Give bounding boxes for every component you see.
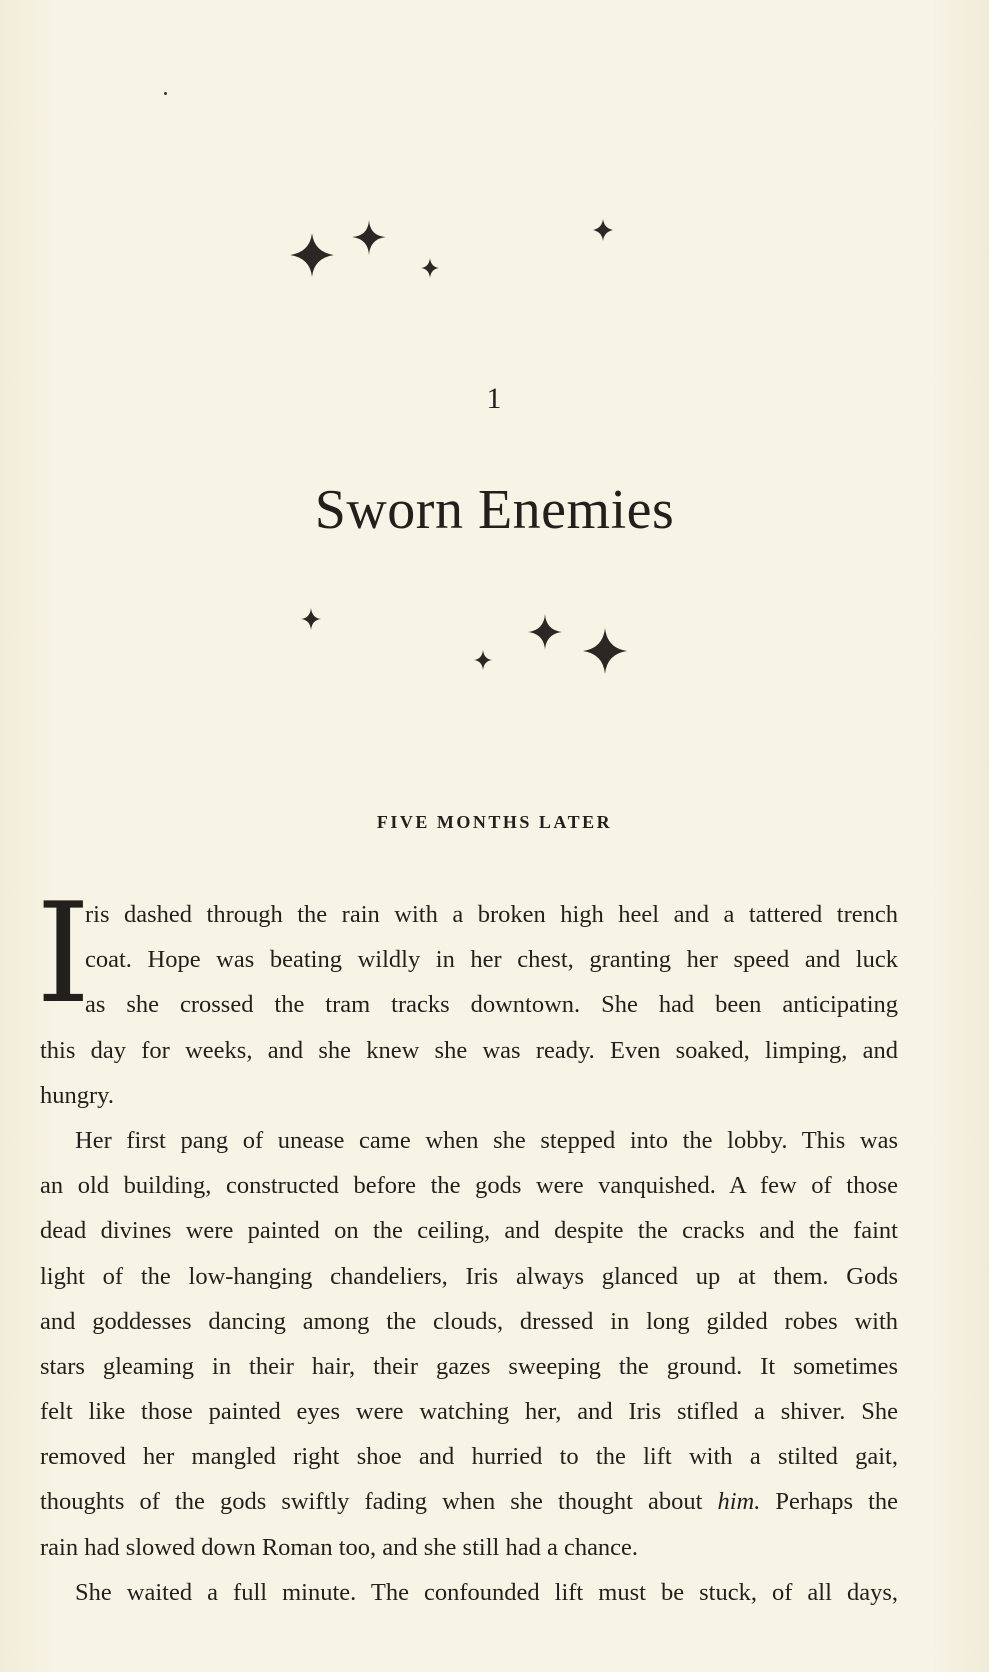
text-line: hungry. (40, 1081, 114, 1109)
four-point-sparkle-icon (474, 650, 492, 670)
ornament-bottom (0, 0, 989, 700)
text-line: ris dashed through the rain with a broken high heel and a tattered trench (85, 901, 898, 928)
body-text (40, 892, 898, 1615)
text-segment: thoughts of the gods swiftly fading when she thought about (40, 1488, 718, 1516)
text-line: coat. Hope was beating wildly in her chest, granting her speed and luck (85, 946, 898, 974)
text-line-mixed (40, 1479, 898, 1524)
text-line: rain had slowed down Roman too, and she still had a chance. (40, 1533, 639, 1561)
text-line: this day for weeks, and she knew she was ready. Even soaked, limping, and (40, 1036, 898, 1064)
text-line: She waited a full minute. The confounded lift must be stuck, of all days, (75, 1578, 898, 1606)
four-point-sparkle-icon (528, 614, 562, 650)
four-point-sparkle-icon (583, 628, 627, 674)
text-segment: Perhaps the (760, 1488, 898, 1516)
text-line: an old building, constructed before the gods were vanquished. A few of those (40, 1172, 898, 1200)
text-line: and goddesses dancing among the clouds, dressed in long gilded robes with (40, 1307, 898, 1335)
text-line: as she crossed the tram tracks downtown. She had been anticipating (85, 991, 898, 1019)
chapter-number: 1 (486, 382, 503, 415)
text-line: removed her mangled right shoe and hurried to the lift with a stilted gait, (40, 1443, 898, 1471)
section-subheading: FIVE MONTHS LATER (376, 812, 613, 832)
chapter-title: Sworn Enemies (314, 479, 675, 541)
emphasis-text: him. (717, 1488, 761, 1516)
four-point-sparkle-icon (301, 608, 321, 630)
text-line: dead divines were painted on the ceiling, and despite the cracks and the faint (40, 1217, 898, 1245)
text-line: felt like those painted eyes were watching her, and Iris stifled a shiver. She (40, 1398, 898, 1426)
drop-cap: I (36, 873, 91, 1034)
text-line: Her first pang of unease came when she stepped into the lobby. This was (75, 1126, 898, 1154)
text-line: light of the low-hanging chandeliers, Iris always glanced up at them. Gods (40, 1262, 898, 1290)
text-line: stars gleaming in their hair, their gazes sweeping the ground. It sometimes (40, 1352, 898, 1380)
